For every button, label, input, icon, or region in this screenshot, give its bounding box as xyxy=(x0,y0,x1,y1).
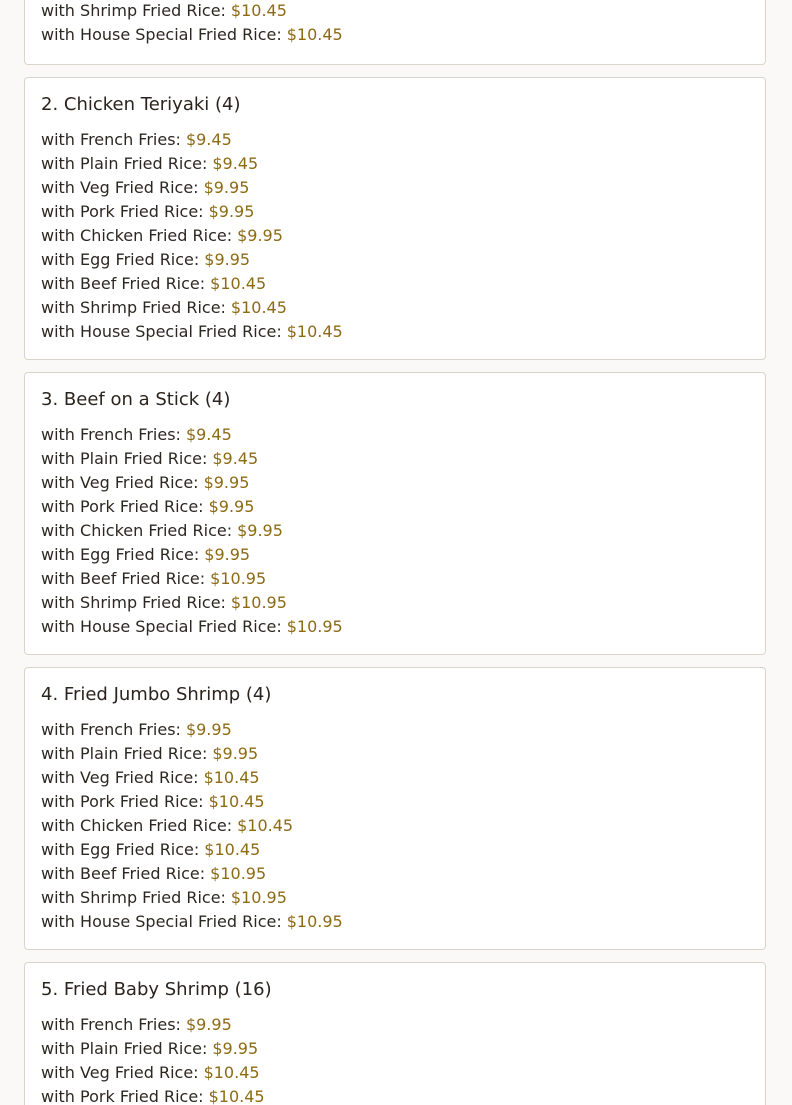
option-price: $10.45 xyxy=(237,816,294,835)
menu-item-card-partial xyxy=(24,0,766,65)
option-row xyxy=(41,591,343,615)
option-label: with Chicken Fried Rice: xyxy=(41,521,233,540)
option-list xyxy=(41,423,343,639)
option-price: $9.95 xyxy=(212,1039,259,1058)
option-label: with Beef Fried Rice: xyxy=(41,569,206,588)
option-price: $10.45 xyxy=(286,25,343,44)
option-row xyxy=(41,910,343,934)
option-price: $10.45 xyxy=(230,1,287,20)
menu-item-title: 2. Chicken Teriyaki (4) xyxy=(41,94,241,115)
option-row xyxy=(41,814,343,838)
option-price: $10.45 xyxy=(204,840,261,859)
option-label: with Shrimp Fried Rice: xyxy=(41,888,226,907)
option-label: with Pork Fried Rice: xyxy=(41,1087,204,1105)
option-price: $10.45 xyxy=(210,274,267,293)
option-label: with Shrimp Fried Rice: xyxy=(41,298,226,317)
menu-item-card xyxy=(24,667,766,950)
option-label: with Veg Fried Rice: xyxy=(41,1063,199,1082)
option-price: $9.95 xyxy=(185,1015,232,1034)
option-row xyxy=(41,567,343,591)
option-row xyxy=(41,0,343,23)
option-label: with Pork Fried Rice: xyxy=(41,202,204,221)
option-row xyxy=(41,1085,265,1105)
option-row xyxy=(41,23,343,47)
option-label: with Pork Fried Rice: xyxy=(41,792,204,811)
option-list xyxy=(41,1013,265,1105)
option-label: with Chicken Fried Rice: xyxy=(41,816,233,835)
option-row xyxy=(41,742,343,766)
option-price: $10.45 xyxy=(203,1063,260,1082)
option-row xyxy=(41,495,343,519)
option-price: $10.45 xyxy=(208,1087,265,1105)
option-row xyxy=(41,790,343,814)
option-row xyxy=(41,766,343,790)
option-label: with Plain Fried Rice: xyxy=(41,449,208,468)
option-price: $10.95 xyxy=(286,912,343,931)
option-price: $9.45 xyxy=(212,449,259,468)
option-row xyxy=(41,152,343,176)
option-price: $9.45 xyxy=(185,130,232,149)
option-price: $9.95 xyxy=(185,720,232,739)
option-label: with French Fries: xyxy=(41,130,181,149)
option-price: $10.45 xyxy=(208,792,265,811)
option-row xyxy=(41,519,343,543)
option-label: with House Special Fried Rice: xyxy=(41,322,282,341)
menu-item-card xyxy=(24,77,766,360)
option-row xyxy=(41,200,343,224)
menu-item-title: 3. Beef on a Stick (4) xyxy=(41,389,231,410)
option-price: $10.95 xyxy=(230,888,287,907)
option-price: $10.95 xyxy=(210,864,267,883)
option-price: $9.45 xyxy=(212,154,259,173)
option-row xyxy=(41,176,343,200)
option-price: $9.95 xyxy=(208,202,255,221)
option-label: with French Fries: xyxy=(41,425,181,444)
option-row xyxy=(41,1061,265,1085)
option-price: $10.45 xyxy=(203,768,260,787)
option-row xyxy=(41,471,343,495)
option-price: $10.95 xyxy=(210,569,267,588)
option-list xyxy=(41,128,343,344)
option-row xyxy=(41,718,343,742)
menu-item-card xyxy=(24,962,766,1105)
option-label: with Plain Fried Rice: xyxy=(41,154,208,173)
option-row xyxy=(41,862,343,886)
option-label: with Chicken Fried Rice: xyxy=(41,226,233,245)
option-label: with Veg Fried Rice: xyxy=(41,473,199,492)
option-row xyxy=(41,224,343,248)
option-row xyxy=(41,1037,265,1061)
menu-item-title: 4. Fried Jumbo Shrimp (4) xyxy=(41,684,272,705)
option-row xyxy=(41,447,343,471)
option-label: with Beef Fried Rice: xyxy=(41,864,206,883)
option-label: with Shrimp Fried Rice: xyxy=(41,593,226,612)
option-label: with Pork Fried Rice: xyxy=(41,497,204,516)
option-row xyxy=(41,615,343,639)
option-price: $10.95 xyxy=(230,593,287,612)
option-row xyxy=(41,423,343,447)
option-label: with Plain Fried Rice: xyxy=(41,744,208,763)
option-label: with Egg Fried Rice: xyxy=(41,840,200,859)
option-row xyxy=(41,296,343,320)
option-label: with House Special Fried Rice: xyxy=(41,25,282,44)
option-list xyxy=(41,718,343,934)
option-price: $9.95 xyxy=(204,545,251,564)
option-row xyxy=(41,1013,265,1037)
option-row xyxy=(41,272,343,296)
option-price: $9.95 xyxy=(212,744,259,763)
option-price: $9.95 xyxy=(204,250,251,269)
option-price: $9.95 xyxy=(237,226,283,245)
option-price: $10.95 xyxy=(286,617,343,636)
option-list xyxy=(41,0,343,47)
option-price: $9.95 xyxy=(203,178,250,197)
option-price: $10.45 xyxy=(286,322,343,341)
option-price: $9.95 xyxy=(208,497,255,516)
option-label: with Plain Fried Rice: xyxy=(41,1039,208,1058)
option-label: with House Special Fried Rice: xyxy=(41,617,282,636)
option-label: with Veg Fried Rice: xyxy=(41,768,199,787)
menu-item-card xyxy=(24,372,766,655)
option-row xyxy=(41,320,343,344)
option-row xyxy=(41,248,343,272)
option-label: with Shrimp Fried Rice: xyxy=(41,1,226,20)
option-label: with Egg Fried Rice: xyxy=(41,250,200,269)
option-row xyxy=(41,543,343,567)
option-label: with Beef Fried Rice: xyxy=(41,274,206,293)
option-label: with Egg Fried Rice: xyxy=(41,545,200,564)
option-price: $9.95 xyxy=(203,473,250,492)
option-row xyxy=(41,838,343,862)
option-label: with French Fries: xyxy=(41,1015,181,1034)
option-label: with Veg Fried Rice: xyxy=(41,178,199,197)
option-row xyxy=(41,128,343,152)
option-price: $9.45 xyxy=(185,425,232,444)
option-row xyxy=(41,886,343,910)
menu-item-title: 5. Fried Baby Shrimp (16) xyxy=(41,979,272,1000)
option-label: with House Special Fried Rice: xyxy=(41,912,282,931)
option-label: with French Fries: xyxy=(41,720,181,739)
option-price: $9.95 xyxy=(237,521,283,540)
option-price: $10.45 xyxy=(230,298,287,317)
